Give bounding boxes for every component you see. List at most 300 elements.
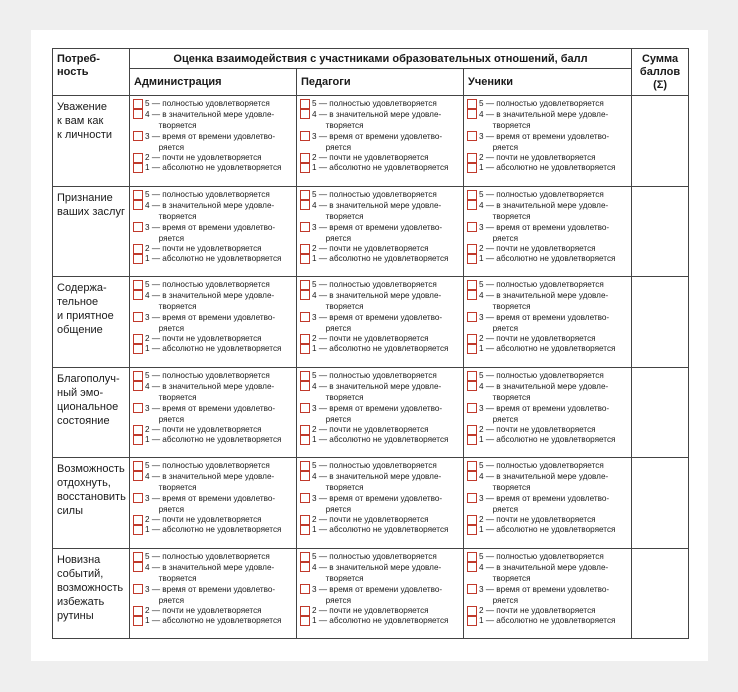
rating-checkbox[interactable] [133,280,143,290]
rating-option-3[interactable] [300,493,463,515]
rating-option-label: 2 — почти не удовлетворяется [145,243,262,253]
rating-cell-students [464,96,632,187]
rating-checkbox[interactable] [133,344,143,354]
rating-checkbox[interactable] [133,403,143,413]
table-row [53,367,689,458]
rating-option-1[interactable] [300,435,463,445]
rating-option-3[interactable] [467,584,631,606]
rating-checkbox[interactable] [300,190,310,200]
need-cell [53,186,130,277]
rating-option-1[interactable] [467,344,631,354]
rating-option-5[interactable] [133,371,296,381]
rating-option-5[interactable] [300,190,463,200]
rating-checkbox[interactable] [133,381,143,391]
rating-option-label: 1 — абсолютно не удовлетворяется [312,163,449,172]
header-col-admin-label: Администрация [134,76,222,88]
table-row [53,548,689,639]
rating-checkbox[interactable] [133,461,143,471]
rating-option-1[interactable] [133,525,296,535]
rating-checkbox[interactable] [133,525,143,535]
rating-checkbox[interactable] [300,222,310,232]
rating-option-1[interactable] [133,163,296,173]
rating-checkbox[interactable] [467,200,477,210]
rating-option-4[interactable] [300,562,463,584]
rating-checkbox[interactable] [467,290,477,300]
rating-option-label: 4 — в значительной мере удовле- творяется [312,472,442,492]
rating-option-5[interactable] [300,99,463,109]
rating-cell-admin [130,186,297,277]
rating-option-2[interactable] [300,425,463,435]
rating-checkbox[interactable] [467,344,477,354]
rating-option-4[interactable] [133,562,296,584]
header-col-students-label: Ученики [468,76,514,88]
rating-option-label: 5 — полностью удовлетворяется [145,280,270,289]
rating-option-3[interactable] [300,222,463,244]
rating-checkbox[interactable] [300,109,310,119]
rating-checkbox[interactable] [133,584,143,594]
rating-checkbox[interactable] [467,99,477,109]
rating-option-label: 5 — полностью удовлетворяется [479,461,604,470]
rating-option-3[interactable] [133,584,296,606]
rating-option-5[interactable] [300,280,463,290]
need-label: Благополуч- ный эмо- циональное состояние [57,372,120,427]
rating-checkbox[interactable] [133,334,143,344]
rating-option-label: 3 — время от времени удовлетво- ряется [145,313,276,333]
rating-cell-teachers [297,458,464,549]
rating-cell-teachers [297,277,464,368]
rating-option-label: 1 — абсолютно не удовлетворяется [145,525,282,534]
table-row [53,96,689,187]
rating-option-3[interactable] [467,222,631,244]
rating-checkbox[interactable] [133,109,143,119]
rating-option-5[interactable] [467,371,631,381]
rating-option-label: 1 — абсолютно не удовлетворяется [479,615,616,625]
rating-option-1[interactable] [300,525,463,535]
rating-cell-teachers [297,96,464,187]
rating-option-4[interactable] [300,200,463,222]
rating-option-4[interactable] [133,471,296,493]
rating-cell-teachers [297,186,464,277]
rating-checkbox[interactable] [467,163,477,173]
rating-checkbox[interactable] [467,222,477,232]
header-col-teachers [297,69,464,96]
rating-cell-admin [130,367,297,458]
rating-option-2[interactable] [133,606,296,616]
rating-option-label: 1 — абсолютно не удовлетворяется [312,615,449,625]
sum-cell[interactable] [632,96,689,187]
rating-checkbox[interactable] [133,425,143,435]
rating-cell-students [464,277,632,368]
rating-checkbox[interactable] [300,344,310,354]
table-row [53,186,689,277]
rating-option-4[interactable] [300,290,463,312]
rating-option-label: 4 — в значительной мере удовле- творяется [312,200,442,221]
rating-checkbox[interactable] [467,312,477,322]
rating-checkbox[interactable] [300,461,310,471]
sum-cell[interactable] [632,367,689,458]
need-cell [53,548,130,639]
rating-checkbox[interactable] [467,493,477,503]
rating-option-1[interactable] [133,616,296,626]
rating-checkbox[interactable] [467,371,477,381]
rating-option-label: 5 — полностью удовлетворяется [312,370,437,380]
rating-checkbox[interactable] [300,425,310,435]
rating-option-3[interactable] [467,403,631,425]
rating-option-1[interactable] [300,344,463,354]
rating-option-label: 5 — полностью удовлетворяется [479,189,604,199]
rating-option-4[interactable] [300,109,463,131]
rating-option-label: 1 — абсолютно не удовлетворяется [479,163,616,172]
rating-checkbox[interactable] [467,153,477,163]
rating-checkbox[interactable] [467,435,477,445]
rating-option-2[interactable] [467,153,631,163]
rating-checkbox[interactable] [467,562,477,572]
sum-cell[interactable] [632,548,689,639]
rating-checkbox[interactable] [300,606,310,616]
rating-option-label: 2 — почти не удовлетворяется [312,153,429,162]
rating-checkbox[interactable] [467,244,477,254]
rating-option-3[interactable] [133,131,296,153]
rating-checkbox[interactable] [467,525,477,535]
rating-option-label: 4 — в значительной мере удовле- творяется [479,110,609,130]
rating-checkbox[interactable] [300,244,310,254]
rating-checkbox[interactable] [133,371,143,381]
rating-option-3[interactable] [300,403,463,425]
rating-option-label: 3 — время от времени удовлетво- ряется [479,313,610,333]
rating-option-label: 1 — абсолютно не удовлетворяется [312,253,449,263]
rating-option-1[interactable] [467,163,631,173]
rating-option-label: 3 — время от времени удовлетво- ряется [312,494,443,514]
rating-checkbox[interactable] [300,616,310,626]
rating-option-4[interactable] [467,290,631,312]
rating-checkbox[interactable] [300,312,310,322]
rating-option-label: 4 — в значительной мере удовле- творяется [312,381,442,402]
survey-body [53,96,689,639]
document-page [31,30,708,661]
rating-checkbox[interactable] [300,381,310,391]
rating-checkbox[interactable] [133,515,143,525]
need-cell [53,367,130,458]
rating-option-3[interactable] [133,403,296,425]
rating-option-label: 2 — почти не удовлетворяется [479,243,596,253]
sum-cell[interactable] [632,277,689,368]
rating-option-label: 5 — полностью удовлетворяется [145,461,270,470]
rating-checkbox[interactable] [300,403,310,413]
rating-checkbox[interactable] [300,254,310,264]
rating-option-1[interactable] [300,163,463,173]
rating-option-4[interactable] [133,200,296,222]
rating-option-2[interactable] [300,606,463,616]
rating-option-label: 4 — в значительной мере удовле- творяется [479,562,609,583]
rating-option-label: 4 — в значительной мере удовле- творяется [312,110,442,130]
rating-checkbox[interactable] [133,493,143,503]
rating-option-label: 3 — время от времени удовлетво- ряется [479,584,610,605]
rating-option-label: 5 — полностью удовлетворяется [479,280,604,289]
rating-checkbox[interactable] [300,552,310,562]
rating-checkbox[interactable] [133,153,143,163]
header-need-label: Потреб- ность [57,53,100,78]
need-cell [53,277,130,368]
rating-option-label: 2 — почти не удовлетворяется [312,605,429,615]
rating-option-label: 3 — время от времени удовлетво- ряется [312,584,443,605]
rating-option-1[interactable] [467,525,631,535]
rating-option-2[interactable] [300,334,463,344]
rating-checkbox[interactable] [300,435,310,445]
rating-option-label: 5 — полностью удовлетворяется [145,551,270,561]
rating-checkbox[interactable] [300,99,310,109]
rating-option-4[interactable] [133,109,296,131]
rating-option-label: 2 — почти не удовлетворяется [479,334,596,343]
rating-checkbox[interactable] [133,99,143,109]
rating-checkbox[interactable] [133,562,143,572]
rating-cell-admin [130,548,297,639]
rating-option-label: 2 — почти не удовлетворяется [479,153,596,162]
rating-checkbox[interactable] [467,334,477,344]
rating-option-1[interactable] [467,616,631,626]
rating-option-4[interactable] [300,471,463,493]
rating-cell-students [464,367,632,458]
rating-checkbox[interactable] [300,584,310,594]
rating-option-label: 5 — полностью удовлетворяется [479,99,604,108]
rating-option-label: 3 — время от времени удовлетво- ряется [479,494,610,514]
rating-option-3[interactable] [133,312,296,334]
rating-checkbox[interactable] [133,190,143,200]
rating-option-label: 5 — полностью удовлетворяется [312,99,437,108]
rating-option-3[interactable] [467,131,631,153]
rating-option-label: 4 — в значительной мере удовле- творяется [479,200,609,221]
rating-option-3[interactable] [300,131,463,153]
rating-option-label: 1 — абсолютно не удовлетворяется [145,344,282,353]
rating-option-label: 3 — время от времени удовлетво- ряется [312,313,443,333]
rating-option-2[interactable] [133,425,296,435]
rating-option-label: 1 — абсолютно не удовлетворяется [312,525,449,534]
rating-checkbox[interactable] [467,552,477,562]
rating-option-label: 3 — время от времени удовлетво- ряется [479,403,610,424]
rating-option-label: 5 — полностью удовлетворяется [312,280,437,289]
rating-checkbox[interactable] [467,425,477,435]
rating-option-3[interactable] [300,584,463,606]
rating-option-2[interactable] [300,244,463,254]
rating-option-1[interactable] [467,254,631,264]
rating-option-2[interactable] [133,515,296,525]
rating-option-5[interactable] [300,552,463,562]
rating-option-5[interactable] [133,190,296,200]
rating-option-label: 3 — время от времени удовлетво- ряется [145,132,276,152]
rating-option-5[interactable] [467,280,631,290]
rating-option-label: 3 — время от времени удовлетво- ряется [479,132,610,152]
rating-option-1[interactable] [300,254,463,264]
rating-option-1[interactable] [467,435,631,445]
rating-option-label: 1 — абсолютно не удовлетворяется [145,615,282,625]
rating-option-1[interactable] [300,616,463,626]
rating-checkbox[interactable] [467,606,477,616]
rating-checkbox[interactable] [467,381,477,391]
rating-option-label: 5 — полностью удовлетворяется [312,189,437,199]
rating-checkbox[interactable] [467,131,477,141]
rating-option-label: 2 — почти не удовлетворяется [312,515,429,524]
rating-option-label: 1 — абсолютно не удовлетворяется [145,434,282,444]
header-sum-label: Сумма баллов (Σ) [639,53,681,91]
rating-checkbox[interactable] [467,471,477,481]
rating-option-5[interactable] [467,99,631,109]
rating-option-label: 1 — абсолютно не удовлетворяется [479,253,616,263]
rating-checkbox[interactable] [300,131,310,141]
rating-option-label: 3 — время от времени удовлетво- ряется [145,494,276,514]
rating-option-2[interactable] [467,515,631,525]
rating-option-5[interactable] [467,552,631,562]
table-row [53,458,689,549]
rating-checkbox[interactable] [133,254,143,264]
rating-option-label: 2 — почти не удовлетворяется [145,153,262,162]
rating-checkbox[interactable] [300,562,310,572]
rating-option-label: 3 — время от времени удовлетво- ряется [145,222,276,243]
rating-option-5[interactable] [300,461,463,471]
rating-checkbox[interactable] [133,163,143,173]
rating-option-label: 1 — абсолютно не удовлетворяется [145,253,282,263]
rating-checkbox[interactable] [300,163,310,173]
rating-option-label: 2 — почти не удовлетворяется [479,424,596,434]
rating-checkbox[interactable] [467,403,477,413]
rating-option-4[interactable] [300,381,463,403]
sum-cell[interactable] [632,186,689,277]
rating-checkbox[interactable] [133,606,143,616]
rating-option-5[interactable] [467,461,631,471]
rating-option-4[interactable] [133,381,296,403]
rating-option-label: 2 — почти не удовлетворяется [312,424,429,434]
rating-option-3[interactable] [300,312,463,334]
rating-option-2[interactable] [467,606,631,616]
sum-cell[interactable] [632,458,689,549]
rating-checkbox[interactable] [467,109,477,119]
rating-option-label: 4 — в значительной мере удовле- творяется [479,381,609,402]
rating-option-label: 5 — полностью удовлетворяется [312,551,437,561]
rating-checkbox[interactable] [467,254,477,264]
rating-option-label: 3 — время от времени удовлетво- ряется [312,132,443,152]
need-cell [53,458,130,549]
rating-option-2[interactable] [133,153,296,163]
rating-option-1[interactable] [133,435,296,445]
rating-checkbox[interactable] [133,290,143,300]
rating-checkbox[interactable] [467,461,477,471]
rating-checkbox[interactable] [133,471,143,481]
header-need [53,49,130,96]
rating-option-4[interactable] [467,109,631,131]
header-main-label: Оценка взаимодействия с участниками образовательных отношений, балл [173,52,588,65]
rating-checkbox[interactable] [300,280,310,290]
rating-option-label: 4 — в значительной мере удовле- творяется [145,562,275,583]
rating-checkbox[interactable] [300,200,310,210]
rating-checkbox[interactable] [133,200,143,210]
rating-option-4[interactable] [467,381,631,403]
rating-option-3[interactable] [467,312,631,334]
rating-option-1[interactable] [133,344,296,354]
rating-checkbox[interactable] [133,312,143,322]
rating-option-label: 5 — полностью удовлетворяется [479,370,604,380]
rating-option-1[interactable] [133,254,296,264]
rating-checkbox[interactable] [300,493,310,503]
rating-option-5[interactable] [133,461,296,471]
rating-checkbox[interactable] [133,552,143,562]
need-label: Уважение к вам как к личности [57,101,113,141]
rating-checkbox[interactable] [133,616,143,626]
rating-option-2[interactable] [300,153,463,163]
rating-option-3[interactable] [133,493,296,515]
rating-option-label: 4 — в значительной мере удовле- творяется [145,110,275,130]
rating-option-4[interactable] [467,562,631,584]
rating-option-4[interactable] [133,290,296,312]
rating-checkbox[interactable] [300,290,310,300]
rating-checkbox[interactable] [300,334,310,344]
rating-option-label: 1 — абсолютно не удовлетворяется [312,434,449,444]
rating-option-5[interactable] [133,552,296,562]
rating-checkbox[interactable] [467,616,477,626]
rating-option-label: 5 — полностью удовлетворяется [145,370,270,380]
rating-checkbox[interactable] [133,244,143,254]
rating-checkbox[interactable] [467,280,477,290]
rating-option-label: 4 — в значительной мере удовле- творяется [479,291,609,311]
rating-option-label: 1 — абсолютно не удовлетворяется [145,163,282,172]
rating-cell-admin [130,458,297,549]
rating-option-label: 4 — в значительной мере удовле- творяется [479,472,609,492]
rating-cell-teachers [297,548,464,639]
need-label: Новизна событий, возможность избежать рутины [57,553,124,622]
need-cell [53,96,130,187]
rating-checkbox[interactable] [467,515,477,525]
rating-option-4[interactable] [467,471,631,493]
rating-checkbox[interactable] [467,584,477,594]
rating-checkbox[interactable] [133,222,143,232]
rating-checkbox[interactable] [300,515,310,525]
rating-cell-teachers [297,367,464,458]
rating-checkbox[interactable] [467,190,477,200]
rating-option-3[interactable] [133,222,296,244]
rating-checkbox[interactable] [300,525,310,535]
rating-option-label: 4 — в значительной мере удовле- творяется [145,291,275,311]
rating-option-3[interactable] [467,493,631,515]
header-main [130,49,632,69]
rating-option-5[interactable] [467,190,631,200]
rating-option-2[interactable] [467,425,631,435]
rating-option-label: 2 — почти не удовлетворяется [312,334,429,343]
header-col-students [464,69,632,96]
rating-option-2[interactable] [467,244,631,254]
rating-option-5[interactable] [133,280,296,290]
header-sum [632,49,689,96]
rating-option-4[interactable] [467,200,631,222]
rating-option-5[interactable] [133,99,296,109]
rating-option-label: 2 — почти не удовлетворяется [145,424,262,434]
rating-option-label: 2 — почти не удовлетворяется [312,243,429,253]
rating-option-label: 2 — почти не удовлетворяется [145,515,262,524]
rating-option-5[interactable] [300,371,463,381]
rating-option-label: 3 — время от времени удовлетво- ряется [312,222,443,243]
rating-option-label: 3 — время от времени удовлетво- ряется [145,403,276,424]
rating-option-label: 5 — полностью удовлетворяется [479,551,604,561]
need-label: Содержа- тельное и приятное общение [57,282,114,336]
rating-checkbox[interactable] [300,471,310,481]
rating-option-2[interactable] [467,334,631,344]
rating-option-2[interactable] [300,515,463,525]
rating-checkbox[interactable] [300,371,310,381]
rating-checkbox[interactable] [133,131,143,141]
rating-checkbox[interactable] [133,435,143,445]
rating-checkbox[interactable] [300,153,310,163]
rating-option-label: 1 — абсолютно не удовлетворяется [479,525,616,534]
rating-cell-admin [130,277,297,368]
rating-option-2[interactable] [133,244,296,254]
rating-option-label: 4 — в значительной мере удовле- творяется [145,381,275,402]
rating-option-2[interactable] [133,334,296,344]
